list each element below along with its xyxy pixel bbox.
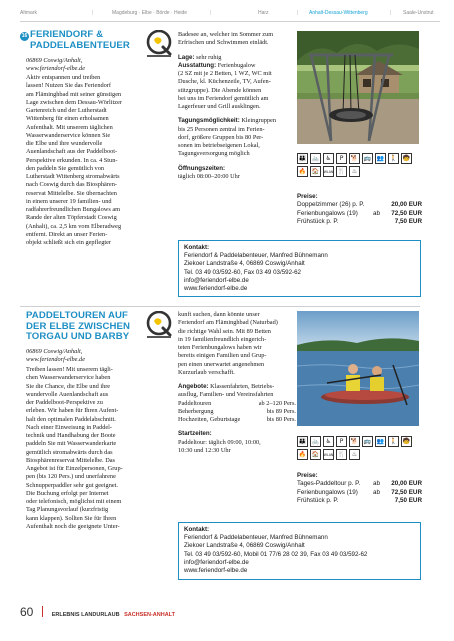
description-line: Erfrischen und Schwimmen einlädt. <box>178 39 269 47</box>
dog-icon: 🐕 <box>350 155 359 162</box>
nav-separator: | <box>92 10 94 16</box>
description-line: den paddeln Sie gemütlich von <box>26 164 104 172</box>
hiking-icon: 🚶 <box>389 155 398 162</box>
description-line: chen Wasserwanderservice haben <box>26 374 111 382</box>
price-row <box>297 497 422 505</box>
price-item: Ferienbungalows (19) <box>297 209 358 217</box>
dog-icon: 🐕 <box>350 438 359 445</box>
contact-line: Tel. 03 49 03/592-60, Mobil 01 77/6 28 02 39, Fax 03 49 03/592-62 <box>184 550 368 558</box>
description-line: Die Buchung erfolgt per Internet <box>26 489 109 497</box>
wlan-icon: WLAN <box>323 449 334 460</box>
angebot-row <box>178 408 296 416</box>
price-value: 7,50 EUR <box>394 217 422 225</box>
tagung-line: bis 25 Personen zentral im Ferien- <box>178 125 265 133</box>
ausstattung-first-line: Ferienbugalow <box>217 61 256 69</box>
angebot-item: Beherbergung <box>178 407 214 415</box>
description-line: radfahrerfreundlichen Bungalows am <box>26 206 121 213</box>
group-icon: 👥 <box>376 438 385 445</box>
footer-divider <box>42 606 44 617</box>
description-line: Biosphärenreservat Mittelelbe. Das <box>26 456 116 464</box>
description-line: die Elbe und ihre wundervolle <box>26 140 103 147</box>
contact-line: Ziekoer Landstraße 4, 06869 Coswig/Anhalt <box>184 542 305 550</box>
wheelchair-icon: ♿ <box>323 436 334 447</box>
description-line: pen einen unerwartet angenehmen <box>178 360 265 368</box>
quality-seal-icon <box>145 311 173 341</box>
contact-email-link[interactable]: info@feriendorf-elbe.de <box>184 558 249 566</box>
bbq-icon: ♨ <box>349 449 360 460</box>
angebot-item: Paddeltouren <box>178 399 212 407</box>
tagung-first-line: Kleingruppen <box>241 117 276 125</box>
description-line: der Paddelboot-Perspektive zu <box>26 399 103 406</box>
section2-amenities <box>297 436 422 460</box>
tagung-label: Tagungsmöglichkeit: <box>178 117 240 125</box>
description-line: wundervolle Auenlandschaft aus <box>26 390 109 398</box>
website-link[interactable]: www.feriendorf-elbe.de <box>26 65 85 73</box>
nav-item-saale-unstrut[interactable]: Saale-Unstrut <box>403 10 434 16</box>
section2-contact-box <box>178 522 421 580</box>
description-line: Treiben lassen! Mit unserem tägli- <box>26 366 113 373</box>
angebot-item: Hochzeiten, Geburtstage <box>178 416 241 423</box>
description-line: nach Coswig durch das Biosphären- <box>26 181 117 189</box>
contact-line: Tel. 03 49 03/592-60, Fax 03 49 03/592-62 <box>184 268 301 276</box>
price-from: ab <box>373 488 381 496</box>
family-icon: 👪 <box>298 155 307 162</box>
ausstattung-line: Dusche, kl. Küchenzeile, TV, Aufen- <box>178 78 271 86</box>
nav-item-anhalt[interactable]: Anhalt-Dessau-Wittenberg <box>309 10 368 16</box>
group-icon: 👥 <box>376 155 385 162</box>
food-icon: 🍴 <box>337 451 346 458</box>
description-line: Lage zwischen dem Dessau-Wörlitzer <box>26 98 122 106</box>
wlan-icon: WLAN <box>323 166 334 177</box>
nav-item-magdeburg[interactable]: Magdeburg · Elbe · Börde · Heide <box>112 10 188 16</box>
price-from: ab <box>373 480 381 488</box>
lage-value: sehr ruhig <box>196 53 222 61</box>
family-icon: 👪 <box>298 438 307 445</box>
contact-website-link[interactable]: www.feriendorf-elbe.de <box>184 567 248 575</box>
description-line: Badesee an, welcher im Sommer zum <box>178 31 274 38</box>
lage-label: Lage: <box>178 53 195 61</box>
contact-line: Feriendorf & Paddelabenteuer, Manfred Bühnemann <box>184 534 328 542</box>
start-line: Paddeltour: täglich 09:00, 10:00, <box>178 438 261 446</box>
bicycle-icon: 🚲 <box>311 438 320 445</box>
bbq-icon: ♨ <box>349 166 360 177</box>
section1-prices <box>297 193 422 226</box>
nav-item-altmark[interactable]: Altmark <box>20 10 37 16</box>
description-line: (Anhalt), ca. 2,5 km vom Elberadweg <box>26 222 122 230</box>
description-line: technik und Handhabung der Boote <box>26 432 116 439</box>
start-line: 10:30 und 12:30 Uhr <box>178 446 231 454</box>
description-line: die richtige Wahl sein. Mit 89 Betten <box>178 327 271 335</box>
description-line: paddeln Sie mit Wasserwanderkarte <box>26 440 117 448</box>
description-line: teten Ferienbungalows haben wir <box>178 344 262 351</box>
description-line: kunft suchen, dann könnte unser <box>178 311 260 318</box>
price-item: Frühstück p. P. <box>297 217 339 225</box>
nav-separator: | <box>297 10 299 16</box>
nav-separator: | <box>210 10 212 16</box>
section1-address <box>26 57 85 74</box>
angebote-first-line: Klassenfahrten, Betriebs- <box>210 383 275 390</box>
section1-middle-column <box>178 31 278 181</box>
description-line: oder telefonisch, möglichst mit einem <box>26 498 122 505</box>
meeting-icon: 🏠 <box>311 451 320 458</box>
bus-icon: 🚌 <box>363 438 372 445</box>
page-footer <box>20 603 175 621</box>
meeting-icon: 🏠 <box>311 168 320 175</box>
section1-amenities <box>297 153 422 177</box>
description-line: erleben. Wir haben für Ihren Aufent- <box>26 407 119 415</box>
price-value: 72,50 EUR <box>391 209 422 217</box>
description-line: Schnupperpaddler sehr gut geeignet. <box>26 481 118 489</box>
angebote-label: Angebote: <box>178 383 209 390</box>
ausstattung-label: Ausstattung: <box>178 61 217 69</box>
description-line: Nach einer Einweisung in Paddel- <box>26 423 113 431</box>
section2-title-line: DER ELBE ZWISCHEN <box>26 320 131 332</box>
price-row <box>297 210 422 218</box>
ausstattung-line: (2 SZ mit je 2 Betten, 1 WZ, WC mit <box>178 70 272 77</box>
description-line: am Fläminghbad mit seiner günstigen <box>26 90 122 98</box>
section1-title <box>30 30 130 51</box>
children-icon: 🧒 <box>402 155 411 162</box>
price-item: Tages-Paddeltour p. P. <box>297 480 361 488</box>
tagung-line: sonen im betriebseigenen Lokal, <box>178 142 260 149</box>
nav-separator: | <box>390 10 392 16</box>
bus-icon: 🚌 <box>363 155 372 162</box>
description-line: lassen! Nutzen Sie das Feriendorf <box>26 82 111 90</box>
price-from: ab <box>373 209 381 217</box>
description-line: Kurzurlaub verschafft. <box>178 368 235 376</box>
nav-item-harz[interactable]: Harz <box>258 10 269 16</box>
ausstattung-line: Lagerfeuer und Grill ausklingen. <box>178 103 261 110</box>
price-item: Doppelzimmer (26) p. P. <box>297 201 365 209</box>
price-row <box>297 489 422 497</box>
parking-icon: P <box>336 153 347 164</box>
address-line: 06869 Coswig/Anhalt, <box>26 348 83 355</box>
bicycle-icon: 🚲 <box>311 155 320 162</box>
price-item: Ferienbungalows (19) <box>297 488 358 496</box>
description-line: Aktiv entspannen und treiben <box>26 74 101 81</box>
parking-icon: P <box>336 436 347 447</box>
contact-title: Kontakt: <box>184 244 210 251</box>
description-line: Perspektive erkunden. In ca. 4 Stun- <box>26 156 118 164</box>
contact-line: Feriendorf & Paddelabenteuer, Manfred Bühnemann <box>184 252 328 260</box>
section2-prices <box>297 472 422 505</box>
hours-label: Öffnungszeiten: <box>178 164 226 172</box>
fire-icon: 🔥 <box>298 451 307 458</box>
ausstattung-line: stitzgruppe). Die Abende können <box>178 86 262 94</box>
tagung-line: dorf, größere Gruppen bis 80 Per- <box>178 133 264 141</box>
quality-seal-icon <box>145 30 173 60</box>
description-line: in einem unserer 19 familien- und <box>26 197 112 205</box>
footer-region: SACHSEN-ANHALT <box>124 612 175 618</box>
price-value: 20,00 EUR <box>391 480 422 488</box>
nav-divider <box>20 21 440 22</box>
contact-line: Ziekoer Landstraße 4, 06869 Coswig/Anhalt <box>184 260 305 268</box>
section2-title <box>26 311 130 343</box>
prices-label: Preise: <box>297 472 318 479</box>
description-line: objekt schließt sich ein gepflegter <box>26 239 111 246</box>
contact-email-link[interactable]: info@feriendorf-elbe.de <box>184 276 249 284</box>
description-line: kann klappen). Sollten Sie für Ihren <box>26 514 117 522</box>
description-line: Wittenberg für einen erholsamen <box>26 115 109 123</box>
region-navigation <box>20 10 440 20</box>
food-icon: 🍴 <box>337 168 346 175</box>
description-line: Sie die Chance, die Elbe und ihre <box>26 382 111 390</box>
section1-description <box>26 74 176 247</box>
description-line: Aufenthalt. Mit unserem täglichen <box>26 123 113 131</box>
website-link[interactable]: www.feriendorf-elbe.de <box>26 356 85 364</box>
angebote-line: ausflug, Familien- und Vereinsfahrten <box>178 391 274 399</box>
section2-description <box>26 366 176 531</box>
children-icon: 🧒 <box>402 438 411 445</box>
section2-title-line: TORGAU UND BARBY <box>26 331 130 342</box>
section1-title-line: PADDELABENTEUER <box>30 39 130 51</box>
price-value: 20,00 EUR <box>391 201 422 209</box>
price-row <box>297 480 422 488</box>
prices-label: Preise: <box>297 193 318 200</box>
section1-contact-box <box>178 240 421 297</box>
page-number: 60 <box>20 605 34 619</box>
description-line: Lutherstadt Wittenberg stromabwärts <box>26 173 120 180</box>
angebot-value: ab 2–120 Pers. <box>258 399 296 407</box>
description-line: Gartenreich und der Lutherstadt <box>26 107 107 114</box>
wheelchair-icon: ♿ <box>323 153 334 164</box>
tagung-line: Tagungsversorgung möglich <box>178 150 250 158</box>
section-divider <box>20 306 420 307</box>
description-line: bereits einigen Familien und Grup- <box>178 352 267 360</box>
description-line: reservat Mittelelbe. Sie übernachten <box>26 189 117 197</box>
description-line: pen (bis 120 Pers.) und unerfahrene <box>26 473 116 481</box>
kayak-photo <box>297 311 419 426</box>
description-line: Feriendorf am Fläminghbad (Naturbad) <box>178 319 278 327</box>
description-line: Angebot ist für Einzelpersonen, Grup- <box>26 465 123 472</box>
description-line: gemütlich stromabwärts durch das <box>26 448 113 456</box>
entry-number-badge: 16 <box>21 33 28 39</box>
price-item: Frühstück p. P. <box>297 496 339 504</box>
price-row <box>297 201 422 209</box>
description-line: Rande der alten Töpferstadt Coswig <box>26 214 117 222</box>
ausstattung-line: bei uns im Feriendorf gemütlich am <box>178 94 269 102</box>
start-label: Startzeiten: <box>178 430 212 438</box>
description-line: in 19 familienfreundlich eingerich- <box>178 335 267 343</box>
footer-brand: ERLEBNIS LANDURLAUB <box>51 612 120 618</box>
angebot-row <box>178 400 296 408</box>
hiking-icon: 🚶 <box>389 438 398 445</box>
price-value: 72,50 EUR <box>391 488 422 496</box>
hours-value: täglich 08:00–20:00 Uhr <box>178 172 240 180</box>
section1-title-line: FERIENDORF & <box>30 29 104 40</box>
contact-website-link[interactable]: www.feriendorf-elbe.de <box>184 285 248 293</box>
description-line: Tag Planungsvorlauf (kurzfristig <box>26 506 109 514</box>
price-row <box>297 218 422 226</box>
fire-icon: 🔥 <box>298 168 307 175</box>
section2-title-line: PADDELTOUREN AUF <box>26 310 128 321</box>
description-line: Aufenthalt noch die geeignete Unter- <box>26 522 120 530</box>
description-line: Auenlandschaft aus der Paddelboot- <box>26 148 118 156</box>
description-line: Wasserwanderservice können Sie <box>26 131 111 139</box>
angebot-value: bis 89 Pers. <box>266 407 296 415</box>
price-value: 7,50 EUR <box>394 496 422 504</box>
playground-photo <box>297 31 419 144</box>
description-line: halt den optimalen Paddelabschnitt. <box>26 415 116 423</box>
angebot-row <box>178 416 296 424</box>
section2-address <box>26 348 85 365</box>
section2-middle-column <box>178 311 296 455</box>
angebot-value: bis 80 Pers. <box>266 416 296 423</box>
address-line: 06869 Coswig/Anhalt, <box>26 57 83 64</box>
contact-title: Kontakt: <box>184 526 210 533</box>
description-line: entfernt. Direkt an unser Ferien- <box>26 230 108 238</box>
